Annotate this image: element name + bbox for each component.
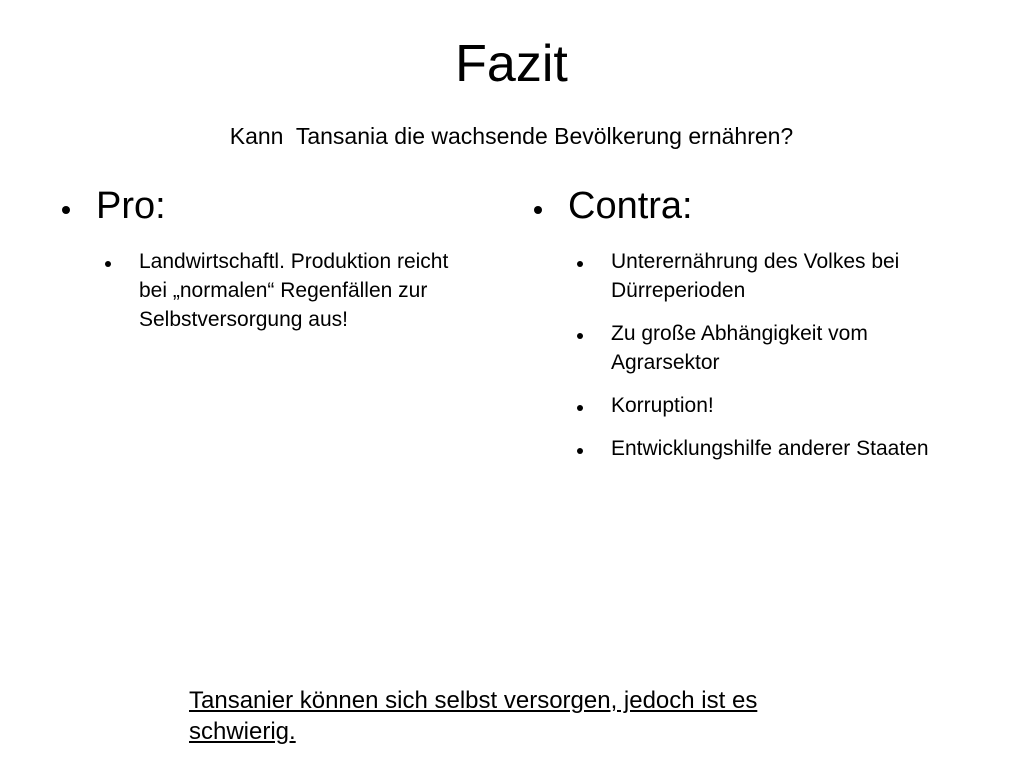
bullet-icon xyxy=(60,183,96,229)
contra-list-item xyxy=(574,247,972,305)
pro-list xyxy=(102,247,500,334)
bullet-icon xyxy=(574,247,611,276)
pro-heading-row xyxy=(60,183,500,229)
contra-item-text: Korruption! xyxy=(611,394,714,417)
contra-list-item xyxy=(574,391,972,420)
slide-subtitle: Kann Tansania die wachsende Bevölkerung ernähren? xyxy=(229,123,794,149)
contra-list xyxy=(574,247,972,463)
contra-item-text: Entwicklungshilfe anderer Staaten xyxy=(611,437,929,460)
contra-list-item xyxy=(574,434,972,463)
bullet-icon xyxy=(574,319,611,348)
slide-title: Fazit xyxy=(455,35,568,93)
contra-list-item xyxy=(574,319,972,377)
contra-item-text: Zu große Abhängigkeit vom Agrarsektor xyxy=(611,322,868,374)
pro-heading: Pro: xyxy=(96,185,166,227)
bullet-icon xyxy=(102,247,139,276)
bullet-icon xyxy=(532,183,568,229)
contra-heading-row xyxy=(532,183,972,229)
bullet-icon xyxy=(574,391,611,420)
contra-item-text: Unterernährung des Volkes bei Dürreperioden xyxy=(611,250,900,302)
contra-column xyxy=(532,183,972,477)
pro-column xyxy=(60,183,500,348)
contra-heading: Contra: xyxy=(568,185,693,227)
pro-list-item xyxy=(102,247,500,334)
bullet-icon xyxy=(574,434,611,463)
pro-item-text: Landwirtschaftl. Produktion reicht bei „normalen“ Regenfällen zur Selbstversorgung aus! xyxy=(139,250,449,331)
conclusion-text: Tansanier können sich selbst versorgen, jedoch ist es schwierig. xyxy=(189,687,758,745)
